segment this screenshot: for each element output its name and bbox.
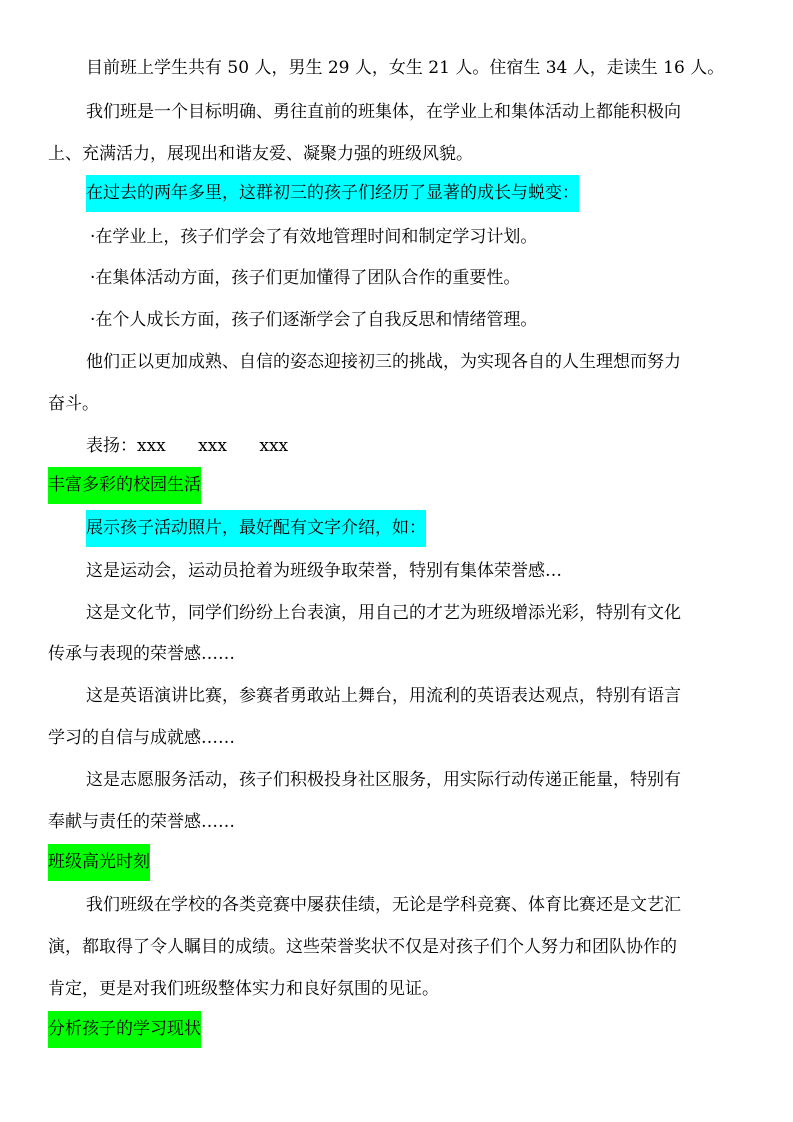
- bullet-personal: ·在个人成长方面，孩子们逐渐学会了自我反思和情绪管理。: [90, 310, 538, 330]
- challenge-line-2: 奋斗。: [48, 394, 99, 414]
- highlight-moments-heading: 班级高光时刻: [48, 844, 150, 881]
- class-intro-line-2: 上、充满活力，展现出和谐友爱、凝聚力强的班级风貌。: [48, 144, 473, 164]
- class-stats-paragraph: 目前班上学生共有 50 人，男生 29 人，女生 21 人。住宿生 34 人，走读生 16 人。: [86, 58, 725, 78]
- study-status-heading-line: [48, 1018, 748, 1040]
- challenge-line-1: 他们正以更加成熟、自信的姿态迎接初三的挑战，为实现各自的人生理想而努力: [86, 352, 681, 372]
- english-speech-line-1: 这是英语演讲比赛，参赛者勇敢站上舞台，用流利的英语表达观点，特别有语言: [86, 686, 681, 706]
- campus-life-heading: 丰富多彩的校园生活: [48, 467, 201, 504]
- culture-festival-line-2: 传承与表现的荣誉感……: [48, 644, 235, 664]
- study-status-heading: 分析孩子的学习现状: [48, 1011, 201, 1048]
- campus-life-heading-line: [48, 474, 748, 496]
- growth-highlight-line: [86, 182, 786, 204]
- english-speech-line-2: 学习的自信与成就感……: [48, 728, 235, 748]
- sports-meet-paragraph: 这是运动会，运动员抢着为班级争取荣誉，特别有集体荣誉感…: [86, 561, 562, 581]
- volunteer-line-2: 奉献与责任的荣誉感……: [48, 812, 235, 832]
- photos-highlight-text: 展示孩子活动照片，最好配有文字介绍，如：: [86, 510, 426, 547]
- culture-festival-line-1: 这是文化节，同学们纷纷上台表演，用自己的才艺为班级增添光彩，特别有文化: [86, 603, 681, 623]
- achievements-line-1: 我们班级在学校的各类竞赛中屡获佳绩，无论是学科竞赛、体育比赛还是文艺汇: [86, 895, 681, 915]
- highlight-moments-heading-line: [48, 851, 748, 873]
- volunteer-line-1: 这是志愿服务活动，孩子们积极投身社区服务，用实际行动传递正能量，特别有: [86, 770, 681, 790]
- achievements-line-2: 演，都取得了令人瞩目的成绩。这些荣誉奖状不仅是对孩子们个人努力和团队协作的: [48, 937, 677, 957]
- growth-highlight-text: 在过去的两年多里，这群初三的孩子们经历了显著的成长与蜕变：: [86, 175, 579, 212]
- achievements-line-3: 肯定，更是对我们班级整体实力和良好氛围的见证。: [48, 979, 439, 999]
- photos-highlight-line: [86, 517, 786, 539]
- bullet-academic: ·在学业上，孩子们学会了有效地管理时间和制定学习计划。: [90, 227, 538, 247]
- class-intro-line-1: 我们班是一个目标明确、勇往直前的班集体，在学业上和集体活动上都能积极向: [86, 102, 681, 122]
- praise-line: 表扬：xxx xxx xxx: [86, 436, 289, 456]
- bullet-activities: ·在集体活动方面，孩子们更加懂得了团队合作的重要性。: [90, 268, 521, 288]
